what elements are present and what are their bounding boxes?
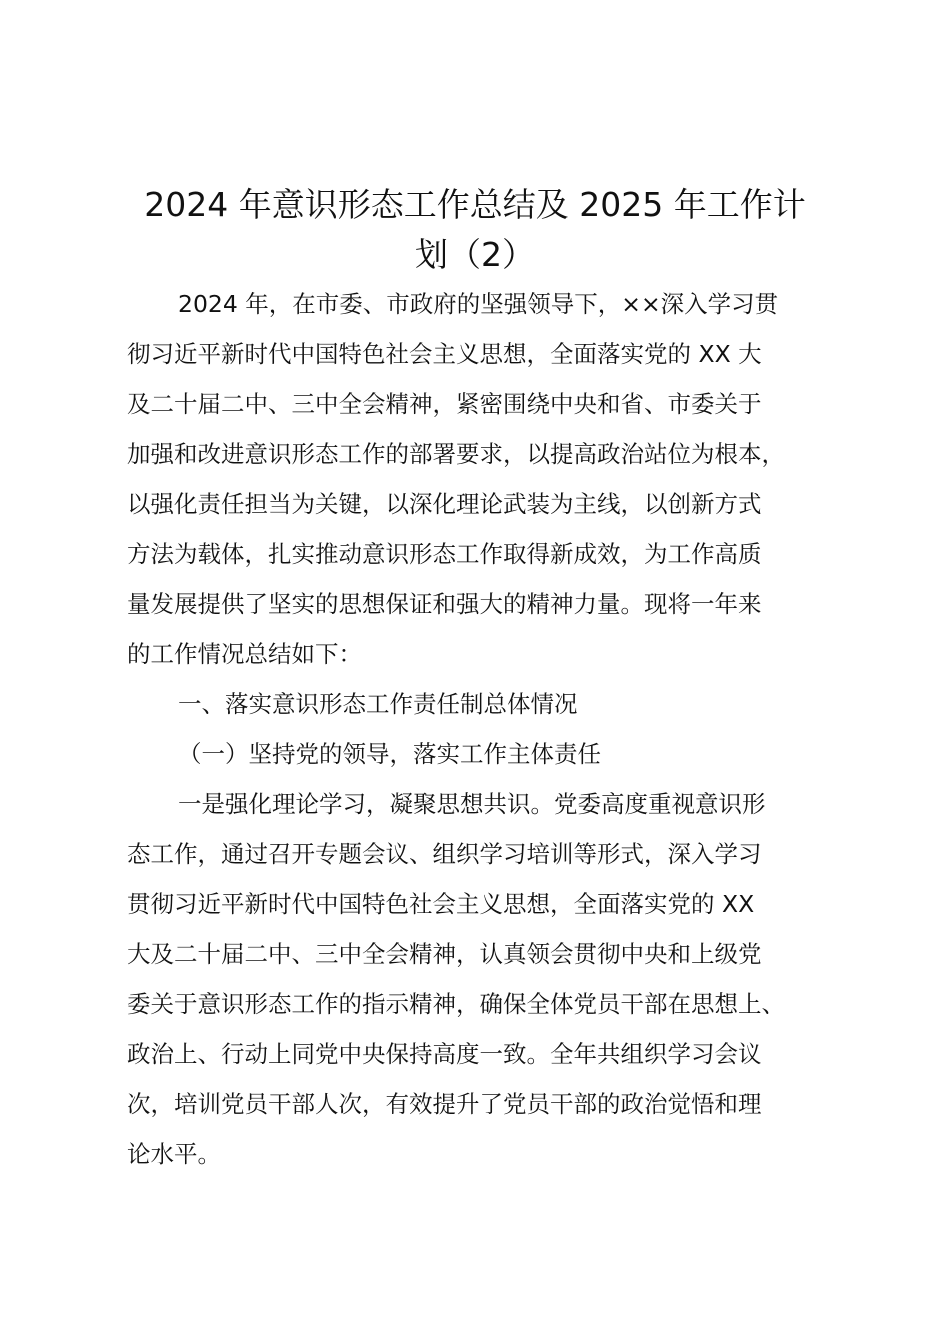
section-heading-2: （一）坚持党的领导，落实工作主体责任	[178, 740, 601, 768]
document-title-line-2: 划（2）	[415, 235, 535, 274]
intro-line: 量发展提供了坚实的思想保证和强大的精神力量。现将一年来	[127, 590, 762, 618]
intro-line: 彻习近平新时代中国特色社会主义思想，全面落实党的 XX 大	[127, 340, 762, 368]
document-title-line-1: 2024 年意识形态工作总结及 2025 年工作计	[144, 185, 806, 224]
intro-line: 方法为载体，扎实推动意识形态工作取得新成效，为工作高质	[127, 540, 762, 568]
paragraph-line: 论水平。	[127, 1140, 221, 1168]
paragraph-line: 态工作，通过召开专题会议、组织学习培训等形式，深入学习	[127, 840, 762, 868]
intro-line: 2024 年，在市委、市政府的坚强领导下，××深入学习贯	[178, 290, 779, 318]
section-heading-1: 一、落实意识形态工作责任制总体情况	[178, 690, 578, 718]
paragraph-line: 委关于意识形态工作的指示精神，确保全体党员干部在思想上、	[127, 990, 785, 1018]
paragraph-line: 大及二十届二中、三中全会精神，认真领会贯彻中央和上级党	[127, 940, 762, 968]
paragraph-line: 一是强化理论学习，凝聚思想共识。党委高度重视意识形	[178, 790, 766, 818]
paragraph-line: 政治上、行动上同党中央保持高度一致。全年共组织学习会议	[127, 1040, 762, 1068]
intro-line: 的工作情况总结如下：	[127, 640, 362, 668]
intro-line: 以强化责任担当为关键，以深化理论武装为主线，以创新方式	[127, 490, 762, 518]
intro-line: 加强和改进意识形态工作的部署要求，以提高政治站位为根本，	[127, 440, 785, 468]
paragraph-line: 次，培训党员干部人次，有效提升了党员干部的政治觉悟和理	[127, 1090, 762, 1118]
paragraph-line: 贯彻习近平新时代中国特色社会主义思想，全面落实党的 XX	[127, 890, 755, 918]
intro-line: 及二十届二中、三中全会精神，紧密围绕中央和省、市委关于	[127, 390, 762, 418]
